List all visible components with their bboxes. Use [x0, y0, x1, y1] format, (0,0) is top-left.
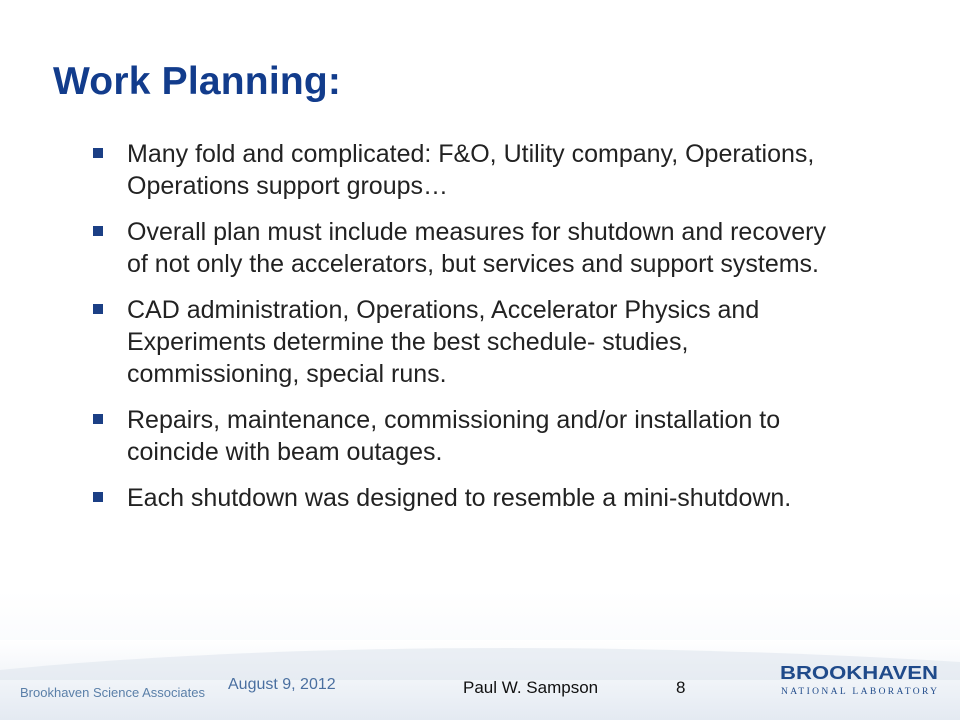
square-bullet-icon	[93, 414, 103, 424]
logo-line-1: BROOKHAVEN	[780, 663, 938, 683]
page-number: 8	[676, 678, 686, 697]
brookhaven-logo	[776, 662, 942, 698]
bullet-item	[90, 294, 850, 390]
bullet-item	[90, 138, 850, 202]
bullet-list	[90, 138, 850, 528]
bullet-text: Repairs, maintenance, commissioning and/or installation to coincide with beam outages.	[127, 406, 781, 466]
slide-title: Work Planning:	[53, 60, 342, 103]
bullet-text: Overall plan must include measures for shutdown and recovery of not only the accelerators, but services and support systems.	[127, 218, 826, 278]
bullet-text: Many fold and complicated: F&O, Utility company, Operations, Operations support groups…	[127, 140, 815, 200]
footer-organization: Brookhaven Science Associates	[20, 685, 205, 700]
square-bullet-icon	[93, 148, 103, 158]
footer-presenter: Paul W. Sampson	[463, 678, 599, 697]
square-bullet-icon	[93, 304, 103, 314]
bullet-item	[90, 482, 850, 514]
footer-date: August 9, 2012	[228, 676, 336, 693]
bullet-item	[90, 216, 850, 280]
square-bullet-icon	[93, 492, 103, 502]
bullet-item	[90, 404, 850, 468]
logo-line-2: NATIONAL LABORATORY	[781, 687, 937, 697]
bullet-text: Each shutdown was designed to resemble a mini-shutdown.	[127, 484, 792, 512]
square-bullet-icon	[93, 226, 103, 236]
bullet-text: CAD administration, Operations, Accelerator Physics and Experiments determine the best schedule- studies, commissioning, special runs.	[127, 296, 760, 388]
